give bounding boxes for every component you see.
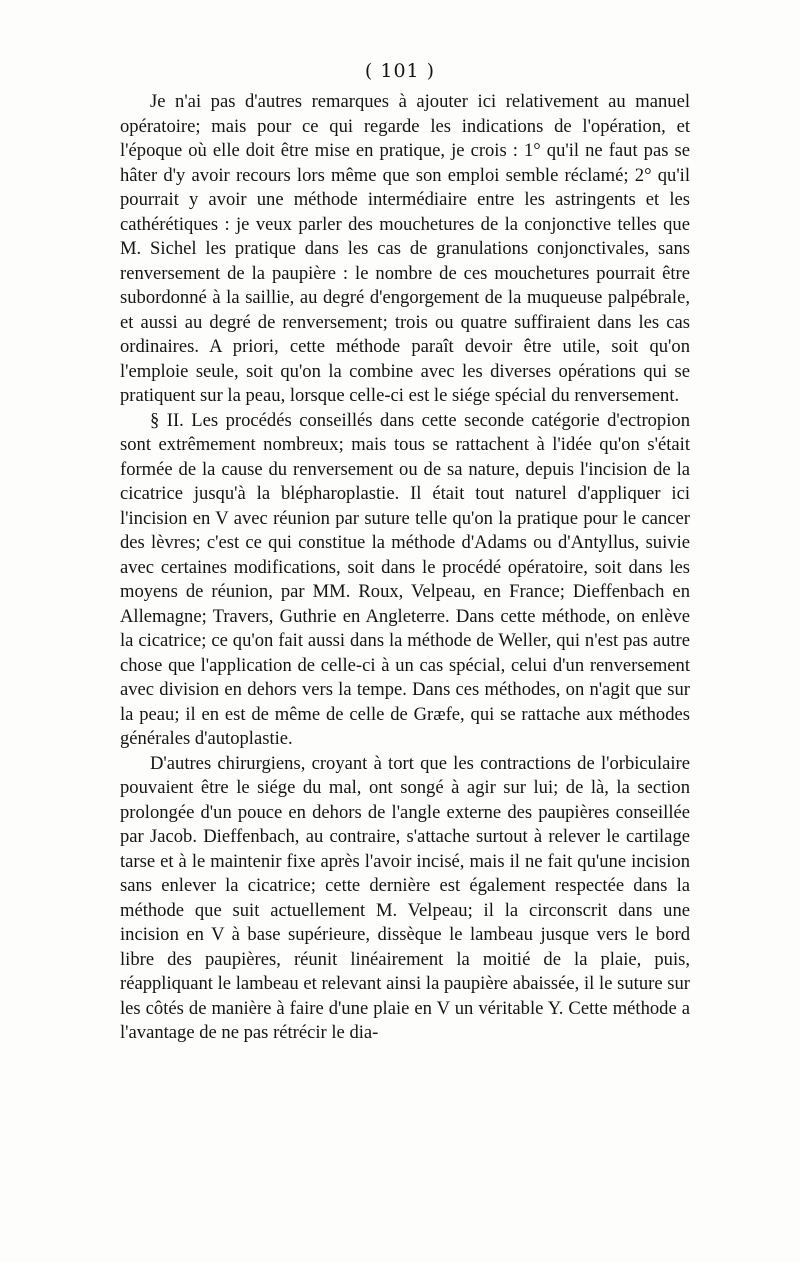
paragraph-operative-remarks: Je n'ai pas d'autres remarques à ajouter ici relativement au manuel opératoire; mais pour ce qui regarde les indications de l'opération, et l'époque où elle doit être mise en pratique, je crois : 1° qu'il ne faut pas se hâter d'y avoir recours lors même que son emploi semble réclamé; 2° qu'il pourrait y avoir une méthode intermédiaire entre les astringents et les cathérétiques : je veux parler des mouchetures de la conjonctive telles que M. Sichel les pratique dans les cas de granulations conjonctivales, sans renversement de la paupière : le nombre de ces mouchetures pourrait être subordonné à la saillie, au degré d'engorgement de la muqueuse palpébrale, et aussi au degré de renversement; trois ou quatre suffiraient dans les cas ordinaires. A priori, cette méthode paraît devoir être utile, soit qu'on l'emploie seule, soit qu'on la combine avec les diverses opérations qui se pratiquent sur la peau, lorsque celle-ci est le siége spécial du renversement. — [120, 91, 690, 406]
paragraph-section-ii: § II. Les procédés conseillés dans cette seconde catégorie d'ectropion sont extrêmement nombreux; mais tous se rattachent à l'idée qu'on s'était formée de la cause du renversement ou de sa nature, depuis l'incision de la cicatrice jusqu'à la blépharoplastie. Il était tout naturel d'appliquer ici l'incision en V avec réunion par suture telle qu'on la pratique pour le cancer des lèvres; c'est ce qui constitue la méthode d'Adams ou d'Antyllus, suivie avec certaines modifications, soit dans le procédé opératoire, soit dans les moyens de réunion, par MM. Roux, Velpeau, en France; Dieffenbach en Allemagne; Travers, Guthrie en Angleterre. Dans cette méthode, on enlève la cicatrice; ce qu'on fait aussi dans la méthode de Weller, qui n'est pas autre chose que l'application de celle-ci à un cas spécial, celui d'un renversement avec division en dehors vers la tempe. Dans ces méthodes, on n'agit que sur la peau; il en est de même de celle de Græfe, qui se rattache aux méthodes générales d'autoplastie. — [120, 409, 690, 749]
page-number: ( 101 ) — [364, 60, 436, 82]
body-text — [120, 90, 690, 1046]
paragraph-other-surgeons: D'autres chirurgiens, croyant à tort que les contractions de l'orbiculaire pouvaient être le siége du mal, ont songé à agir sur lui; de là, la section prolongée d'un pouce en dehors de l'angle externe des paupières conseillée par Jacob. Dieffenbach, au contraire, s'attache surtout à relever le cartilage tarse et à le maintenir fixe après l'avoir incisé, mais il ne fait qu'une incision sans enlever la cicatrice; cette dernière est également respectée dans la méthode que suit actuellement M. Velpeau; il la circonscrit dans une incision en V à base supérieure, dissèque le lambeau jusque vers le bord libre des paupières, réunit linéairement la moitié de la plaie, puis, réappliquant le lambeau et relevant ainsi la paupière abaissée, il le suture sur les côtés de manière à faire d'une plaie en V un véritable Y. Cette méthode a l'avantage de ne pas rétrécir le dia- — [120, 752, 690, 1043]
